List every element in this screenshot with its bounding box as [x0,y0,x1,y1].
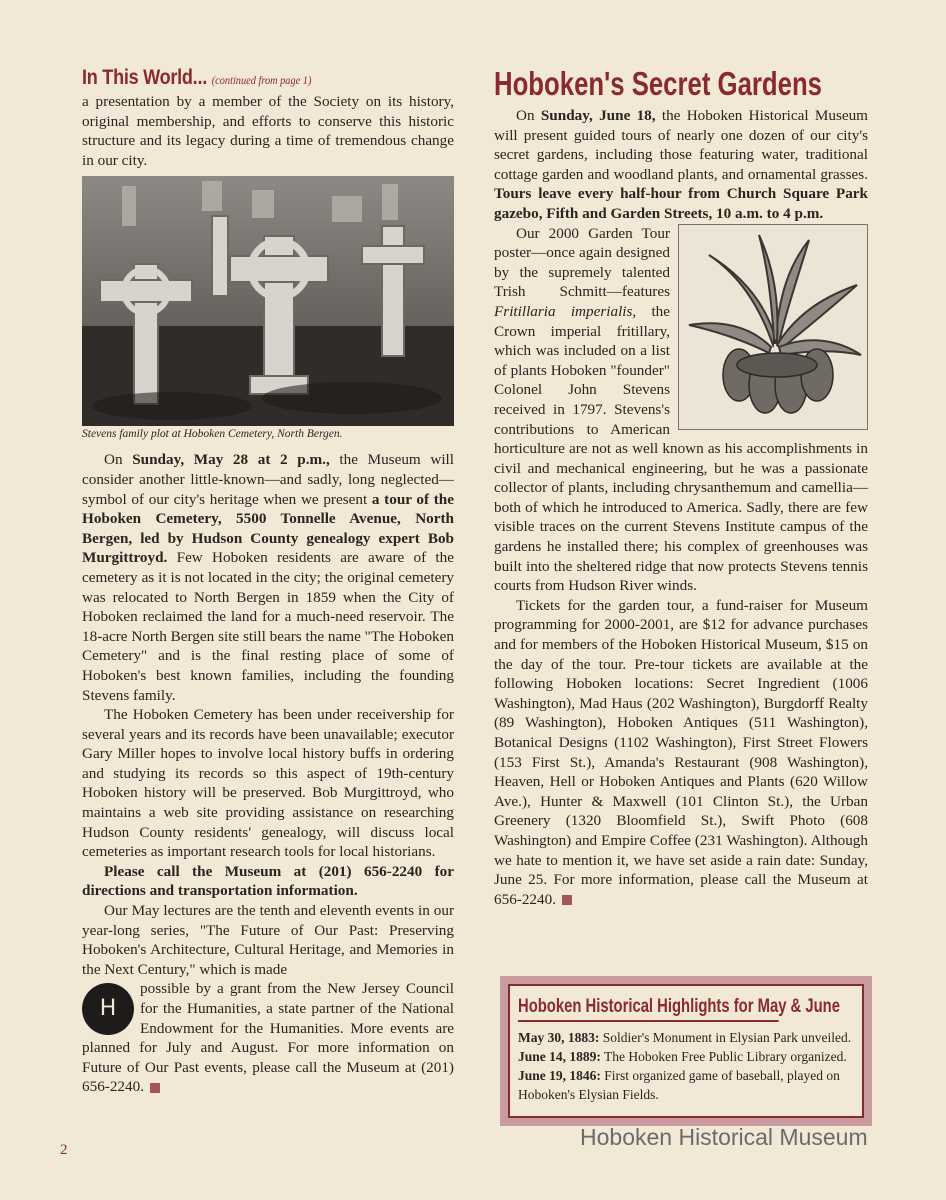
continued-note: (continued from page 1) [211,73,312,87]
left-heading: In This World... (continued from page 1) [82,66,312,89]
right-paragraph-2: Our 2000 Garden Tour poster—once again designed by the supremely talented Trish Schmitt—features Fritillaria imperialis, the Crown imperial fritillary, which was included on a list of plants Hoboken "founder" Colonel John Stevens received in 1797. Stevens's contributions to American horticulture are not as well known as his accomplishments in civil and mechanical engineering, but he was a passionate collector of plants, including chrysanthemum and camellia—both of which he introduced to America. Sadly, there are few visible traces on the current Stevens Institute campus of the gardens he installed there; his complex of greenhouses was built into the sheltered ridge that now protects Stevens tennis courts from Hudson River winds. [494,224,868,595]
cemetery-photo [82,176,454,426]
left-paragraph-4b: possible by a grant from the New Jersey Council for the Humanities, a state partner of the National Endowment for the Humanities. More events are planned for July and August. For more information on Future of Our Past events, please call the Museum at (201) 656-2240. [82,980,454,1096]
right-paragraph-1: On Sunday, June 18, the Hoboken Historical Museum will present guided tours of nearly one dozen of our city's secret gardens, including those featuring water, traditional cottage garden and woodland plants, and ornamental grasses. Tours leave every half-hour from Church Square Park gazebo, Fifth and Garden Streets, 10 a.m. to 4 p.m. [494,107,868,222]
left-paragraph-1: On Sunday, May 28 at 2 p.m., the Museum will consider another little-known—and sadly, long neglected—symbol of our city's heritage when we present a tour of the Hoboken Cemetery, 5500 Tonnelle Avenue, North Bergen, led by Hudson County genealogy expert Bob Murgittroyd. Few Hoboken residents are aware of the cemetery as it is not located in the city; the original cemetery was relocated to North Bergen in 1859 when the City of Hoboken reclaimed the land for a much-need reservoir. The 18-acre North Bergen site still bears the name "The Hoboken Cemetery" and is the final resting place of some of Hoboken's best known families, including the founding Stevens family. [82,451,454,704]
highlight-item: June 19, 1846: First organized game of baseball, played on Hoboken's Elysian Fields. [518,1068,840,1102]
highlight-item: May 30, 1883: Soldier's Monument in Elysian Park unveiled. [518,1030,852,1045]
right-paragraph-3: Tickets for the garden tour, a fund-raiser for Museum programming for 2000-2001, are $12 for advance purchases and for members of the Hoboken Historical Museum, $15 on the day of the tour. Pre-tour tickets are available at the following Hoboken locations: Secret Ingredient (1006 Washington), Mad Haus (202 Washington), Burgdorff Realty (89 Washington), Hoboken Antiques (511 Washington), Botanical Designs (1102 Washington), First Street Flowers (153 First St.), Amanda's Restaurant (908 Washington), Heaven, Hell or Hoboken Antiques and Plants (620 Willow Ave.), Hunter & Maxwell (101 Clinton St.), the Urban Greenery (1320 Bloomfield St.), Swift Photo (608 Washington) and Empire Coffee (231 Washington). Although we hate to mention it, we have set aside a rain date: Sunday, June 25. For more information, please call the Museum at 656-2240. [494,596,868,908]
left-intro: a presentation by a member of the Society on its history, original membership, and efforts to conserve this historic structure and its legacy during a time of tremendous change in our city. [82,93,454,169]
page-number: 2 [60,1142,68,1158]
end-mark-icon [562,895,572,905]
watermark: Hoboken Historical Museum [580,1124,868,1150]
highlight-item: June 14, 1889: The Hoboken Free Public Library organized. [518,1049,847,1064]
right-heading: Hoboken's Secret Gardens [494,65,822,102]
fritillaria-illustration [678,224,868,430]
highlights-title: Hoboken Historical Highlights for May & June [518,996,779,1022]
end-mark-icon [150,1083,160,1093]
cemetery-photo-graphic [82,176,454,426]
photo-caption: Stevens family plot at Hoboken Cemetery, North Bergen. [82,428,343,441]
new-jersey-council-humanities-logo-icon: H [82,983,134,1035]
right-column [494,60,868,909]
left-column [82,64,454,1097]
historical-highlights-box [500,976,872,1126]
fritillaria-graphic [679,225,867,429]
left-paragraph-4a: Our May lectures are the tenth and eleventh events in our year-long series, "The Future of Our Past: Preserving Hoboken's Architecture, Cultural Heritage, and Memories in the Next Century," which is made [82,902,454,978]
left-paragraph-2: The Hoboken Cemetery has been under receivership for several years and its records have been unavailable; executor Gary Miller hopes to involve local history buffs in ordering and studying its records so this aspect of 19th-century Hoboken history will be preserved. Bob Murgittroyd, who maintains a web site providing assistance on researching Hudson County residents' genealogy, will discuss local cemeteries as important research tools for local historians. [82,706,454,861]
left-paragraph-3: Please call the Museum at (201) 656-2240 for directions and transportation information. [82,862,454,900]
